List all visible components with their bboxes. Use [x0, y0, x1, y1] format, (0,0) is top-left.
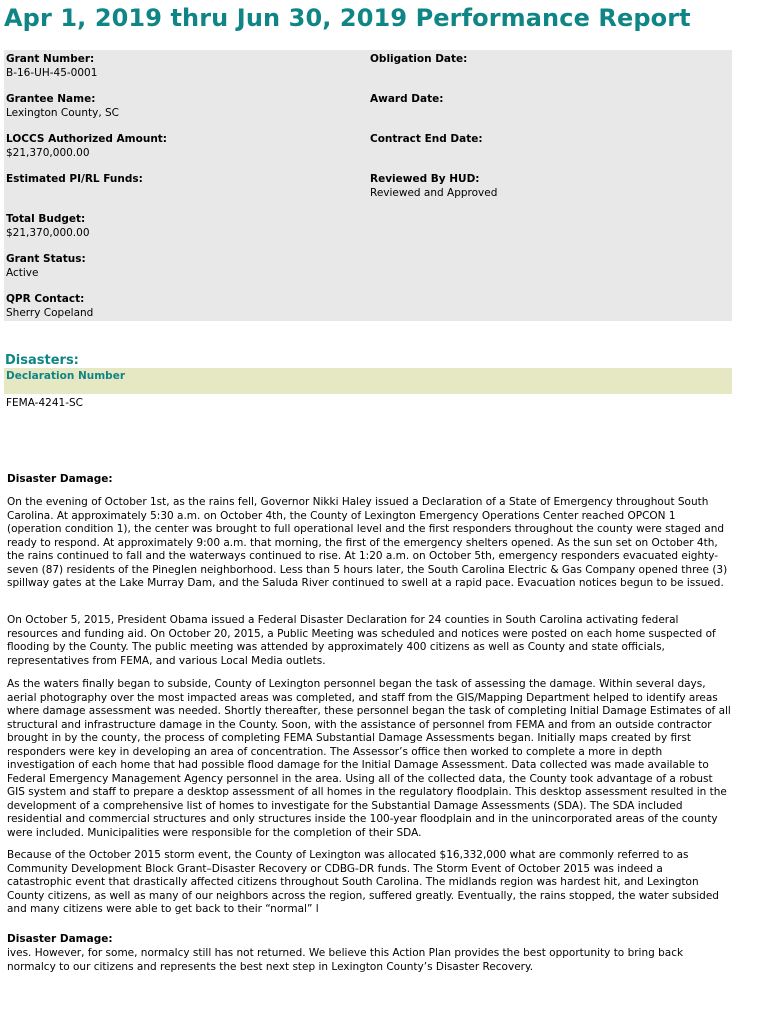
grant-number-value: B-16-UH-45-0001: [6, 67, 98, 79]
reviewed-by-hud-value: Reviewed and Approved: [370, 187, 498, 199]
qpr-contact-field: [6, 292, 93, 320]
damage-paragraph-2: On October 5, 2015, President Obama issued a Federal Disaster Declaration for 24 counties in South Carolina activating federal resources and funding aid. On October 20, 2015, a Public Meeting was scheduled and notices were posted on each home suspected of flooding by the County. The public meeting was attended by approximately 400 citizens as well as County and state officials, representatives from FEMA, and various Local Media outlets.: [7, 614, 716, 667]
contract-end-date-label: Contract End Date:: [370, 133, 483, 145]
damage-paragraph-1: On the evening of October 1st, as the rains fell, Governor Nikki Haley issued a Declaration of a State of Emergency throughout South Carolina. At approximately 5:30 a.m. on October 4th, the County of Lexington Emergency Operations Center reached OPCON 1 (operation condition 1), the center was brought to full operational level and the first responders throughout the county were staged and ready to respond. At approximately 9:00 a.m. that morning, the first of the emergency shelters opened. As the sun set on October 4th, the rains continued to fall and the waterways continued to rise. At 1:20 a.m. on October 5th, emergency responders evacuated eighty-seven (87) residents of the Pineglen neighborhood. Less than 5 hours later, the South Carolina Electric & Gas Company opened three (3) spillway gates at the Lake Murray Dam, and the Saluda River continued to swell at a rapid pace. Evacuation notices begun to be issued.: [7, 496, 728, 589]
award-date-label: Award Date:: [370, 93, 444, 105]
grant-status-value: Active: [6, 267, 39, 279]
disasters-heading: Disasters:: [5, 353, 79, 368]
reviewed-by-hud-field: [370, 172, 497, 200]
qpr-contact-value: Sherry Copeland: [6, 307, 94, 319]
damage-paragraph-5: ives. However, for some, normalcy still has not returned. We believe this Action Plan provides the best opportunity to bring back normalcy to our citizens and represents the best next step in Lexington County’s Disaster Recovery.: [7, 947, 684, 973]
loccs-amount-field: [6, 132, 167, 160]
total-budget-field: [6, 212, 90, 240]
grant-status-label: Grant Status:: [6, 253, 86, 265]
disaster-damage-label: Disaster Damage:: [7, 473, 113, 485]
grantee-name-field: [6, 92, 119, 120]
grant-number-label: Grant Number:: [6, 53, 95, 65]
loccs-amount-value: $21,370,000.00: [6, 147, 90, 159]
pi-rl-funds-field: [6, 172, 143, 186]
grant-info-panel: [4, 50, 732, 321]
award-date-field: [370, 92, 443, 106]
contract-end-date-field: [370, 132, 483, 146]
damage-paragraph-4: Because of the October 2015 storm event, the County of Lexington was allocated $16,332,000 what are commonly referred to as Community Development Block Grant–Disaster Recovery or CDBG-DR funds. The Storm Event of October 2015 was indeed a catastrophic event that drastically affected citizens throughout South Carolina. The midlands region was hardest hit, and Lexington County citizens, as well as many of our neighbors across the region, suffered greatly. Eventually, the rains stopped, the water subsided and many citizens were able to get back to their “normal” l: [7, 849, 719, 915]
obligation-date-field: [370, 52, 467, 66]
grantee-name-label: Grantee Name:: [6, 93, 96, 105]
declaration-number-value: FEMA-4241-SC: [6, 397, 83, 409]
declaration-header-bar: [4, 368, 732, 394]
total-budget-value: $21,370,000.00: [6, 227, 90, 239]
damage-paragraph-3: As the waters finally began to subside, County of Lexington personnel began the task of assessing the damage. Within several days, aerial photography over the most impacted areas was completed, and staff from the GIS/Mapping Department helped to identify areas where damage assessment was needed. Shortly thereafter, these personnel began the task of completing Initial Damage Estimates of all structural and infrastructure damage in the County. Soon, with the assistance of personnel from FEMA and from an outside contractor brought in by the county, the process of completing FEMA Substantial Damage Assessments began. Initially maps created by first responders were key in developing an area of concentration. The Assessor’s office then worked to complete a more in depth investigation of each home that had possible flood damage for the Initial Damage Assessment. Data collected was made available to Federal Emergency Management Agency personnel in the area. Using all of the collected data, the County took advantage of a robust GIS system and staff to prepare a desktop assessment of all homes in the regulatory floodplain. This desktop assessment resulted in the development of a comprehensive list of homes to investigate for the Substantial Damage Assessments (SDA). The SDA included residential and commercial structures and only structures inside the 100-year floodplain and in the unincorporated areas of the county were included. Municipalities were responsible for the completion of their SDA.: [7, 678, 731, 839]
pi-rl-funds-label: Estimated PI/RL Funds:: [6, 173, 143, 185]
grantee-name-value: Lexington County, SC: [6, 107, 119, 119]
loccs-amount-label: LOCCS Authorized Amount:: [6, 133, 168, 145]
grant-number-field: [6, 52, 97, 80]
disaster-damage-label-2: Disaster Damage:: [7, 933, 113, 945]
declaration-number-header: Declaration Number: [6, 370, 125, 382]
obligation-date-label: Obligation Date:: [370, 53, 468, 65]
grant-status-field: [6, 252, 86, 280]
qpr-contact-label: QPR Contact:: [6, 293, 85, 305]
total-budget-label: Total Budget:: [6, 213, 86, 225]
report-title: Apr 1, 2019 thru Jun 30, 2019 Performance Report: [4, 4, 691, 32]
reviewed-by-hud-label: Reviewed By HUD:: [370, 173, 480, 185]
